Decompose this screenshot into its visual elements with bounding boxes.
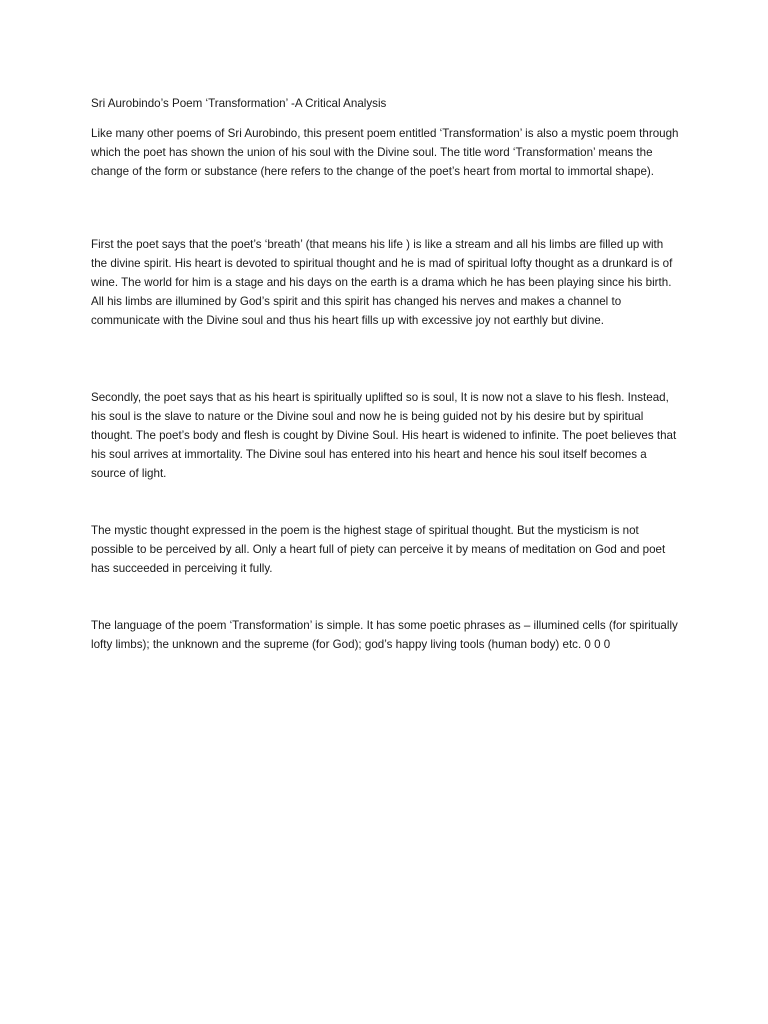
paragraph-mysticism: The mystic thought expressed in the poem is the highest stage of spiritual thought. But the mysticism is not possible to be perceived by all. Only a heart full of piety can perceive it by means of meditation on God and poet has succeeded in perceiving it fully.: [91, 524, 666, 575]
paragraph-first-point: First the poet says that the poet’s ‘breath’ (that means his life ) is like a stream and all his limbs are filled up with the divine spirit. His heart is devoted to spiritual thought and he is mad of spiritual lofty thought as a drunkard is of wine. The world for him is a stage and his days on the earth is a drama which he has been playing since his birth. All his limbs are illumined by God’s spirit and this spirit has changed his nerves and makes a channel to communicate with the Divine soul and thus his heart fills up with excessive joy not earthly but divine.: [91, 238, 673, 327]
paragraph-introduction: Like many other poems of Sri Aurobindo, this present poem entitled ‘Transformation’ is also a mystic poem through which the poet has shown the union of his soul with the Divine soul. The title word ‘Transformation’ means the change of the form or substance (here refers to the change of the poet’s heart from mortal to immortal shape).: [91, 127, 679, 178]
paragraph-language: The language of the poem ‘Transformation’ is simple. It has some poetic phrases as – illumined cells (for spiritually lofty limbs); the unknown and the supreme (for God); god’s happy living tools (human body) etc. 0 0 0: [91, 619, 678, 651]
document-title: Sri Aurobindo’s Poem ‘Transformation’ -A Critical Analysis: [91, 97, 387, 110]
paragraph-second-point: Secondly, the poet says that as his heart is spiritually uplifted so is soul, It is now not a slave to his flesh. Instead, his soul is the slave to nature or the Divine soul and now he is being guided not by his desire but by spiritual thought. The poet’s body and flesh is cought by Divine Soul. His heart is widened to infinite. The poet believes that his soul arrives at immortality. The Divine soul has entered into his heart and hence his soul itself becomes a source of light.: [91, 391, 677, 480]
